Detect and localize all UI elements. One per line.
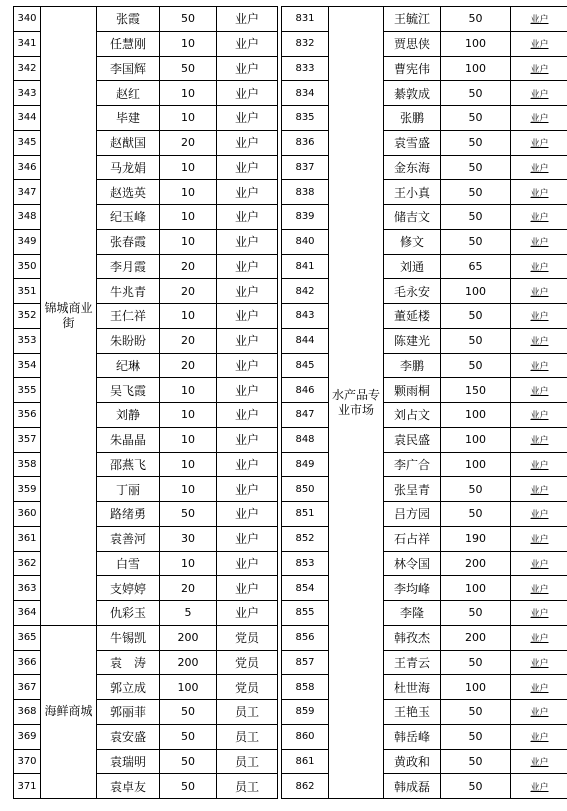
donation-amount: 50: [160, 700, 217, 725]
donation-amount: 50: [160, 750, 217, 775]
row-number: 369: [14, 725, 41, 750]
donor-role: 业户: [511, 81, 567, 106]
donor-name: 袁卓友: [97, 774, 160, 799]
donor-name: 陈建光: [384, 329, 441, 354]
donor-name: 邵燕飞: [97, 453, 160, 478]
row-number: 854: [282, 576, 329, 601]
row-number: 340: [14, 7, 41, 32]
row-number: 351: [14, 279, 41, 304]
donation-amount: 20: [160, 354, 217, 379]
donor-role: 业户: [511, 180, 567, 205]
donor-role: 业户: [217, 131, 278, 156]
donor-name: 毕建: [97, 106, 160, 131]
table-row: [282, 675, 567, 700]
table-row: [282, 230, 567, 255]
donor-role: 业户: [217, 601, 278, 626]
donor-role: 业户: [511, 131, 567, 156]
donation-amount: 50: [441, 156, 511, 181]
table-row: [282, 502, 567, 527]
donation-amount: 200: [441, 552, 511, 577]
donor-name: 张霞: [97, 7, 160, 32]
donor-name: 金东海: [384, 156, 441, 181]
table-row: [282, 453, 567, 478]
donation-amount: 200: [160, 651, 217, 676]
donation-amount: 150: [441, 378, 511, 403]
row-number: 370: [14, 750, 41, 775]
donation-amount: 50: [441, 7, 511, 32]
donor-role: 业户: [217, 502, 278, 527]
donor-name: 王小真: [384, 180, 441, 205]
row-number: 348: [14, 205, 41, 230]
donor-name: 王毓江: [384, 7, 441, 32]
row-number: 846: [282, 378, 329, 403]
donation-amount: 50: [160, 774, 217, 799]
row-number: 356: [14, 403, 41, 428]
donor-role: 业户: [511, 453, 567, 478]
row-number: 832: [282, 32, 329, 57]
row-number: 350: [14, 255, 41, 280]
row-number: 365: [14, 626, 41, 651]
row-number: 341: [14, 32, 41, 57]
donor-name: 赵猷国: [97, 131, 160, 156]
donor-name: 袁安盛: [97, 725, 160, 750]
donation-amount: 30: [160, 527, 217, 552]
donation-amount: 10: [160, 106, 217, 131]
donation-amount: 50: [441, 329, 511, 354]
row-number: 858: [282, 675, 329, 700]
donor-name: 颗雨桐: [384, 378, 441, 403]
row-number: 847: [282, 403, 329, 428]
donor-role: 业户: [511, 230, 567, 255]
donor-role: 业户: [217, 32, 278, 57]
donor-role: 业户: [511, 106, 567, 131]
row-number: 840: [282, 230, 329, 255]
donor-role: 业户: [511, 700, 567, 725]
table-row: [282, 131, 567, 156]
row-number: 855: [282, 601, 329, 626]
donation-amount: 65: [441, 255, 511, 280]
row-number: 364: [14, 601, 41, 626]
donor-role: 业户: [217, 81, 278, 106]
row-number: 845: [282, 354, 329, 379]
donation-amount: 20: [160, 255, 217, 280]
row-number: 835: [282, 106, 329, 131]
donor-name: 曹宪伟: [384, 57, 441, 82]
donor-role: 业户: [217, 329, 278, 354]
donor-name: 刘静: [97, 403, 160, 428]
row-number: 859: [282, 700, 329, 725]
donation-amount: 200: [160, 626, 217, 651]
row-number: 844: [282, 329, 329, 354]
table-row: [282, 601, 567, 626]
donation-amount: 100: [441, 453, 511, 478]
table-row: [282, 774, 567, 799]
donation-amount: 50: [441, 354, 511, 379]
donor-name: 董延楼: [384, 304, 441, 329]
donor-name: 刘通: [384, 255, 441, 280]
donor-role: 业户: [511, 354, 567, 379]
donor-name: 任慧刚: [97, 32, 160, 57]
donor-name: 毛永安: [384, 279, 441, 304]
donor-role: 业户: [511, 576, 567, 601]
table-row: [282, 180, 567, 205]
row-number: 850: [282, 477, 329, 502]
donor-name: 牛兆青: [97, 279, 160, 304]
row-number: 345: [14, 131, 41, 156]
donation-amount: 50: [441, 774, 511, 799]
donor-name: 张呈青: [384, 477, 441, 502]
donor-name: 丁丽: [97, 477, 160, 502]
donation-amount: 50: [441, 180, 511, 205]
donation-amount: 50: [441, 725, 511, 750]
row-number: 857: [282, 651, 329, 676]
row-number: 831: [282, 7, 329, 32]
donor-role: 业户: [511, 675, 567, 700]
donor-name: 赵红: [97, 81, 160, 106]
donor-role: 业户: [511, 32, 567, 57]
donor-name: 朱盼盼: [97, 329, 160, 354]
donor-role: 业户: [511, 304, 567, 329]
row-number: 849: [282, 453, 329, 478]
donor-name: 袁民盛: [384, 428, 441, 453]
donor-name: 黄政和: [384, 750, 441, 775]
donation-amount: 100: [160, 675, 217, 700]
table-row: [282, 279, 567, 304]
donor-role: 员工: [217, 750, 278, 775]
donor-name: 王艳玉: [384, 700, 441, 725]
donation-amount: 10: [160, 453, 217, 478]
row-number: 366: [14, 651, 41, 676]
row-number: 355: [14, 378, 41, 403]
donation-amount: 20: [160, 131, 217, 156]
table-row: [282, 57, 567, 82]
donor-role: 业户: [217, 527, 278, 552]
donor-role: 业户: [217, 180, 278, 205]
row-number: 343: [14, 81, 41, 106]
donor-role: 业户: [217, 453, 278, 478]
market-group-label: 海鲜商城: [41, 626, 97, 799]
table-row: [282, 378, 567, 403]
donor-name: 韩岳峰: [384, 725, 441, 750]
donor-role: 业户: [511, 7, 567, 32]
donor-name: 储吉文: [384, 205, 441, 230]
donation-amount: 10: [160, 403, 217, 428]
market-group-label: 锦城商业街: [41, 7, 97, 626]
donor-role: 业户: [511, 205, 567, 230]
donation-amount: 100: [441, 576, 511, 601]
donor-role: 业户: [217, 106, 278, 131]
donation-amount: 10: [160, 304, 217, 329]
donor-role: 员工: [217, 700, 278, 725]
donor-name: 牛锡凯: [97, 626, 160, 651]
donor-role: 业户: [511, 57, 567, 82]
table-row: [282, 7, 567, 32]
donor-role: 业户: [511, 750, 567, 775]
donor-role: 业户: [217, 156, 278, 181]
donor-name: 袁瑞明: [97, 750, 160, 775]
donor-role: 员工: [217, 774, 278, 799]
donation-amount: 50: [160, 57, 217, 82]
row-number: 353: [14, 329, 41, 354]
donor-name: 王青云: [384, 651, 441, 676]
table-row: [282, 205, 567, 230]
donation-amount: 10: [160, 205, 217, 230]
right-donation-table: [281, 6, 567, 799]
donor-name: 韩成磊: [384, 774, 441, 799]
donor-name: 马龙娟: [97, 156, 160, 181]
row-number: 843: [282, 304, 329, 329]
donation-amount: 10: [160, 180, 217, 205]
donor-name: 支婷婷: [97, 576, 160, 601]
donor-role: 业户: [511, 651, 567, 676]
row-number: 371: [14, 774, 41, 799]
row-number: 368: [14, 700, 41, 725]
donor-role: 党员: [217, 675, 278, 700]
row-number: 363: [14, 576, 41, 601]
row-number: 836: [282, 131, 329, 156]
donor-name: 郭丽菲: [97, 700, 160, 725]
donor-role: 业户: [217, 255, 278, 280]
donation-amount: 50: [441, 502, 511, 527]
donor-role: 业户: [217, 477, 278, 502]
donation-amount: 50: [441, 230, 511, 255]
donation-amount: 20: [160, 576, 217, 601]
donation-amount: 200: [441, 626, 511, 651]
donation-amount: 20: [160, 329, 217, 354]
donor-role: 业户: [511, 255, 567, 280]
left-donation-table: [13, 6, 278, 799]
donation-amount: 100: [441, 57, 511, 82]
donor-name: 纪琳: [97, 354, 160, 379]
table-row: [282, 156, 567, 181]
row-number: 346: [14, 156, 41, 181]
table-row: [282, 477, 567, 502]
donor-name: 李鹏: [384, 354, 441, 379]
donor-role: 业户: [217, 57, 278, 82]
donation-amount: 50: [160, 502, 217, 527]
donation-amount: 50: [441, 651, 511, 676]
donor-role: 业户: [217, 428, 278, 453]
donor-role: 业户: [511, 279, 567, 304]
donation-amount: 100: [441, 32, 511, 57]
row-number: 833: [282, 57, 329, 82]
row-number: 352: [14, 304, 41, 329]
donation-amount: 5: [160, 601, 217, 626]
donation-amount: 50: [441, 601, 511, 626]
donor-name: 路绪勇: [97, 502, 160, 527]
row-number: 361: [14, 527, 41, 552]
donor-role: 业户: [217, 403, 278, 428]
donor-role: 党员: [217, 651, 278, 676]
table-row: [282, 32, 567, 57]
row-number: 837: [282, 156, 329, 181]
donor-role: 业户: [217, 576, 278, 601]
row-number: 861: [282, 750, 329, 775]
donation-amount: 10: [160, 81, 217, 106]
table-row: [282, 552, 567, 577]
donation-amount: 10: [160, 378, 217, 403]
donor-name: 袁雪盛: [384, 131, 441, 156]
table-row: [282, 527, 567, 552]
donor-role: 业户: [511, 601, 567, 626]
row-number: 856: [282, 626, 329, 651]
table-row: [282, 750, 567, 775]
table-row: [282, 626, 567, 651]
donor-name: 李均峰: [384, 576, 441, 601]
donation-amount: 10: [160, 552, 217, 577]
donor-name: 白雪: [97, 552, 160, 577]
donation-amount: 20: [160, 279, 217, 304]
donor-role: 业户: [511, 502, 567, 527]
row-number: 344: [14, 106, 41, 131]
donor-role: 员工: [217, 725, 278, 750]
donation-amount: 10: [160, 32, 217, 57]
row-number: 834: [282, 81, 329, 106]
row-number: 838: [282, 180, 329, 205]
donor-name: 贾思侠: [384, 32, 441, 57]
row-number: 852: [282, 527, 329, 552]
donation-amount: 10: [160, 230, 217, 255]
donor-role: 业户: [217, 354, 278, 379]
donor-name: 郭立成: [97, 675, 160, 700]
table-row: [282, 106, 567, 131]
row-number: 342: [14, 57, 41, 82]
donation-amount: 190: [441, 527, 511, 552]
donation-amount: 50: [160, 725, 217, 750]
row-number: 358: [14, 453, 41, 478]
donor-name: 仇彩玉: [97, 601, 160, 626]
table-row: [282, 651, 567, 676]
table-row: [282, 81, 567, 106]
donation-amount: 10: [160, 156, 217, 181]
donor-name: 李国辉: [97, 57, 160, 82]
donor-name: 吕方园: [384, 502, 441, 527]
donor-role: 业户: [511, 477, 567, 502]
donation-amount: 100: [441, 403, 511, 428]
donor-name: 袁 涛: [97, 651, 160, 676]
donor-name: 李月霞: [97, 255, 160, 280]
donation-amount: 100: [441, 279, 511, 304]
donor-role: 业户: [511, 552, 567, 577]
row-number: 848: [282, 428, 329, 453]
donor-role: 业户: [217, 552, 278, 577]
donor-name: 赵选英: [97, 180, 160, 205]
table-row: [282, 354, 567, 379]
donor-name: 綦敦成: [384, 81, 441, 106]
donor-name: 吴飞霞: [97, 378, 160, 403]
row-number: 842: [282, 279, 329, 304]
donation-amount: 10: [160, 477, 217, 502]
donation-amount: 50: [441, 205, 511, 230]
row-number: 367: [14, 675, 41, 700]
table-row: [282, 329, 567, 354]
donation-amount: 50: [160, 7, 217, 32]
row-number: 347: [14, 180, 41, 205]
row-number: 853: [282, 552, 329, 577]
donor-name: 张鹏: [384, 106, 441, 131]
row-number: 841: [282, 255, 329, 280]
donor-role: 业户: [511, 403, 567, 428]
donor-role: 业户: [511, 329, 567, 354]
donor-name: 王仁祥: [97, 304, 160, 329]
donor-role: 业户: [511, 527, 567, 552]
donation-amount: 10: [160, 428, 217, 453]
row-number: 862: [282, 774, 329, 799]
donation-amount: 50: [441, 750, 511, 775]
row-number: 354: [14, 354, 41, 379]
donor-name: 刘占文: [384, 403, 441, 428]
donation-amount: 50: [441, 304, 511, 329]
table-row: [282, 700, 567, 725]
donor-name: 李隆: [384, 601, 441, 626]
donor-role: 业户: [511, 725, 567, 750]
table-row: [282, 428, 567, 453]
donor-role: 业户: [217, 279, 278, 304]
row-number: 357: [14, 428, 41, 453]
donation-amount: 50: [441, 131, 511, 156]
donation-amount: 50: [441, 477, 511, 502]
donor-name: 韩孜杰: [384, 626, 441, 651]
donor-name: 李广合: [384, 453, 441, 478]
market-group-label: 水产品专业市场: [329, 7, 384, 799]
donor-role: 业户: [511, 774, 567, 799]
table-row: [282, 255, 567, 280]
donor-role: 业户: [511, 156, 567, 181]
table-row: [282, 304, 567, 329]
donor-role: 业户: [217, 304, 278, 329]
donor-name: 张春霞: [97, 230, 160, 255]
row-number: 360: [14, 502, 41, 527]
row-number: 839: [282, 205, 329, 230]
table-row: [282, 576, 567, 601]
donor-name: 朱晶晶: [97, 428, 160, 453]
row-number: 359: [14, 477, 41, 502]
row-number: 851: [282, 502, 329, 527]
donation-amount: 50: [441, 700, 511, 725]
donor-role: 业户: [511, 378, 567, 403]
donation-amount: 50: [441, 106, 511, 131]
donor-name: 林令国: [384, 552, 441, 577]
donor-name: 杜世海: [384, 675, 441, 700]
donor-role: 业户: [511, 428, 567, 453]
donor-role: 业户: [217, 205, 278, 230]
donor-role: 业户: [217, 7, 278, 32]
donation-amount: 100: [441, 428, 511, 453]
donor-name: 袁善河: [97, 527, 160, 552]
row-number: 860: [282, 725, 329, 750]
donor-role: 业户: [217, 378, 278, 403]
table-row: [282, 403, 567, 428]
donor-role: 业户: [511, 626, 567, 651]
table-row: [282, 725, 567, 750]
donation-amount: 100: [441, 675, 511, 700]
donor-role: 业户: [217, 230, 278, 255]
donor-name: 石占祥: [384, 527, 441, 552]
donor-role: 党员: [217, 626, 278, 651]
donation-amount: 50: [441, 81, 511, 106]
row-number: 362: [14, 552, 41, 577]
donor-name: 修文: [384, 230, 441, 255]
row-number: 349: [14, 230, 41, 255]
donor-name: 纪玉峰: [97, 205, 160, 230]
